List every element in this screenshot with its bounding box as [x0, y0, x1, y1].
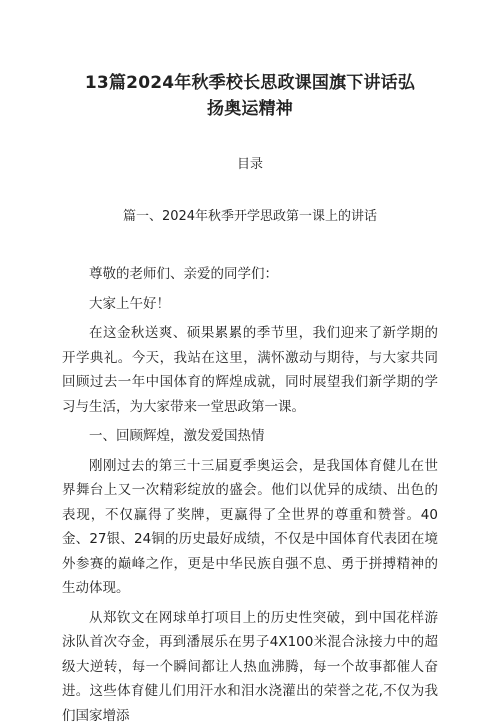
- paragraph-greeting: 大家上午好！: [62, 292, 438, 317]
- document-title-line-1: 13篇2024年秋季校长思政课国旗下讲话弘: [62, 70, 438, 96]
- paragraph-intro: 在这金秋送爽、硕果累累的季节里，我们迎来了新学期的开学典礼。今天，我站在这里，满怀激动与期待，与大家共同回顾过去一年中国体育的辉煌成就，同时展望我们新学期的学习与生活，为大家带来一堂思政第一课。: [62, 321, 438, 419]
- document-title: [62, 70, 438, 122]
- paragraph-olympics: 刚刚过去的第三十三届夏季奥运会，是我国体育健儿在世界舞台上又一次精彩绽放的盛会。他们以优异的成绩、出色的表现，不仅赢得了奖牌，更赢得了全世界的尊重和赞誉。40金、27银、24铜的历史最好成绩，不仅是中国体育代表团在境外参赛的巅峰之作，更是中华民族自强不息、勇于拼搏精神的生动体现。: [62, 454, 438, 601]
- document-title-line-2: 扬奥运精神: [62, 96, 438, 122]
- section-heading: 篇一、2024年秋季开学思政第一课上的讲话: [62, 208, 438, 226]
- paragraph-subheading: 一、回顾辉煌，激发爱国热情: [62, 424, 438, 449]
- paragraph-athletes: 从郑钦文在网球单打项目上的历史性突破，到中国花样游泳队首次夺金，再到潘展乐在男子4X100米混合泳接力中的超级大逆转，每一个瞬间都让人热血沸腾，每一个故事都催人奋进。这些体育健儿们用汗水和泪水浇灌出的荣誉之花,不仅为我们国家增添: [62, 606, 438, 728]
- toc-heading: 目录: [62, 156, 438, 174]
- body-text: [62, 262, 438, 728]
- paragraph-salutation: 尊敬的老师们、亲爱的同学们：: [62, 262, 438, 287]
